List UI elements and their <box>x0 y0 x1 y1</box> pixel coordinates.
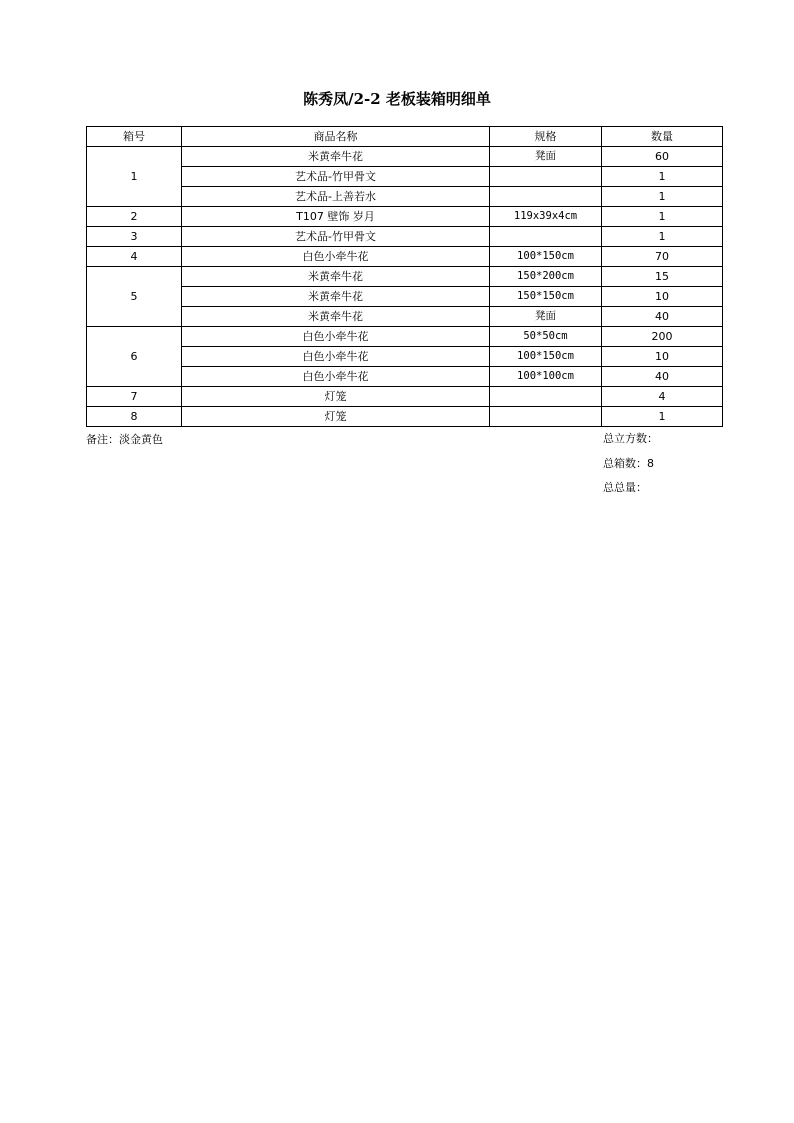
table-row <box>87 187 723 207</box>
spec: 凳面 <box>490 147 602 167</box>
quantity: 10 <box>602 287 723 307</box>
table-row <box>87 147 723 167</box>
product-name: 白色小牵牛花 <box>182 367 490 387</box>
quantity: 15 <box>602 267 723 287</box>
spec: 119x39x4cm <box>490 207 602 227</box>
table-row <box>87 367 723 387</box>
document-title: 陈秀凤/2-2 老板装箱明细单 <box>303 90 491 108</box>
product-name: 灯笼 <box>182 387 490 407</box>
remark-note: 备注：淡金黄色 <box>86 433 163 446</box>
quantity: 40 <box>602 307 723 327</box>
total-weight-label: 总总量： <box>603 481 647 494</box>
product-name: 艺术品-竹甲骨文 <box>182 167 490 187</box>
product-name: 米黄牵牛花 <box>182 147 490 167</box>
quantity: 4 <box>602 387 723 407</box>
box-number: 4 <box>87 247 182 267</box>
box-number: 8 <box>87 407 182 427</box>
spec: 100*150cm <box>490 347 602 367</box>
box-number: 6 <box>87 327 182 387</box>
box-number: 5 <box>87 267 182 327</box>
quantity: 1 <box>602 227 723 247</box>
spec: 150*200cm <box>490 267 602 287</box>
table-row <box>87 407 723 427</box>
spec <box>490 387 602 407</box>
product-name: 米黄牵牛花 <box>182 307 490 327</box>
box-number: 2 <box>87 207 182 227</box>
quantity: 70 <box>602 247 723 267</box>
table-row <box>87 227 723 247</box>
quantity: 1 <box>602 407 723 427</box>
table-row <box>87 327 723 347</box>
spec <box>490 407 602 427</box>
box-number: 7 <box>87 387 182 407</box>
spec: 150*150cm <box>490 287 602 307</box>
table-row <box>87 247 723 267</box>
box-number: 1 <box>87 147 182 207</box>
spec: 凳面 <box>490 307 602 327</box>
spec <box>490 227 602 247</box>
table-header-row <box>87 127 723 147</box>
product-name: 白色小牵牛花 <box>182 247 490 267</box>
quantity: 1 <box>602 167 723 187</box>
header-product-name: 商品名称 <box>182 127 490 147</box>
product-name: 艺术品-竹甲骨文 <box>182 227 490 247</box>
product-name: 米黄牵牛花 <box>182 267 490 287</box>
total-volume-label: 总立方数： <box>603 432 658 445</box>
table-row <box>87 167 723 187</box>
box-number: 3 <box>87 227 182 247</box>
quantity: 200 <box>602 327 723 347</box>
table-row <box>87 347 723 367</box>
table-row <box>87 267 723 287</box>
header-spec: 规格 <box>490 127 602 147</box>
table-row <box>87 387 723 407</box>
spec: 50*50cm <box>490 327 602 347</box>
total-boxes-label: 总箱数：8 <box>603 457 654 470</box>
quantity: 1 <box>602 207 723 227</box>
product-name: 白色小牵牛花 <box>182 327 490 347</box>
spec <box>490 167 602 187</box>
quantity: 60 <box>602 147 723 167</box>
quantity: 40 <box>602 367 723 387</box>
table-row <box>87 207 723 227</box>
table-row <box>87 307 723 327</box>
spec: 100*100cm <box>490 367 602 387</box>
quantity: 1 <box>602 187 723 207</box>
product-name: 米黄牵牛花 <box>182 287 490 307</box>
header-box-no: 箱号 <box>87 127 182 147</box>
spec: 100*150cm <box>490 247 602 267</box>
table-row <box>87 287 723 307</box>
spec <box>490 187 602 207</box>
packing-table <box>86 126 723 427</box>
product-name: 白色小牵牛花 <box>182 347 490 367</box>
header-quantity: 数量 <box>602 127 723 147</box>
quantity: 10 <box>602 347 723 367</box>
product-name: 灯笼 <box>182 407 490 427</box>
product-name: 艺术品-上善若水 <box>182 187 490 207</box>
product-name: T107 壁饰 岁月 <box>182 207 490 227</box>
